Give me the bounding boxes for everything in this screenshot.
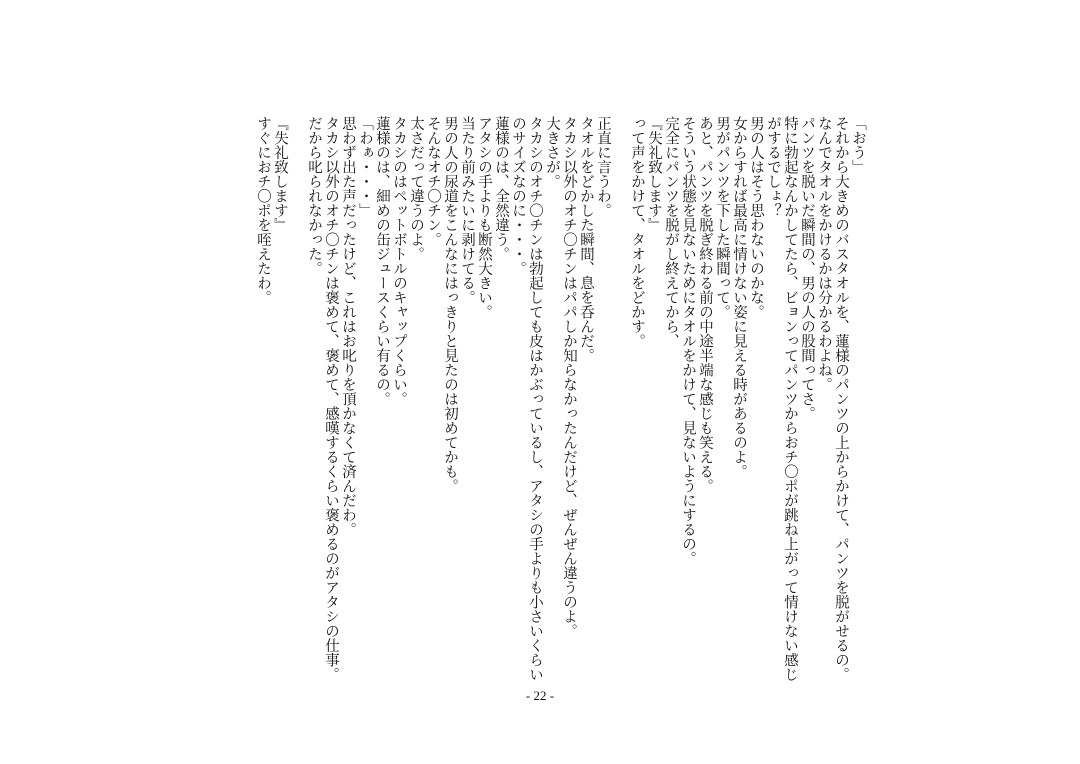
text-line: 蓮様のは、細めの缶ジュースくらい有るの。 — [374, 116, 390, 406]
text-line: タカシのはペットボトルのキャップくらい。 — [391, 116, 407, 406]
text-line: 特に勃起なんかしてたら、ビョンってパンツからおチ〇ポが跳ね上がって情けない感じ — [782, 116, 798, 682]
text-line: 完全にパンツを脱がし終えてから、 — [663, 116, 679, 348]
text-line: すぐにおチ〇ポを咥えたわ。 — [255, 116, 271, 305]
text-line: タカシ以外のオチ〇チンはパパしか知らなかったんだけど、ぜんぜん違うのよ。 — [561, 116, 577, 638]
text-line: 「おう」 — [850, 116, 866, 174]
text-line: 『失礼致します』 — [646, 116, 662, 232]
text-line: 男がパンツを下した瞬間って。 — [714, 116, 730, 319]
text-line: タカシ以外のオチ〇チンは褒めて、褒めて、感嘆するくらい褒めるのがアタシの仕事。 — [323, 116, 339, 682]
text-line: 太さだって違うのよ。 — [408, 116, 424, 261]
text-line: それから大きめのバスタオルを、蓮様のパンツの上からかけて、パンツを脱がせるの。 — [833, 116, 849, 682]
text-line: のサイズなのに・・・。 — [510, 116, 526, 276]
text-line: って声をかけて、タオルをどかす。 — [629, 116, 645, 348]
text-line: そういう状態を見ないためにタオルをかけて、見ないようにするの。 — [680, 116, 696, 566]
blank-line — [288, 116, 305, 117]
text-line: がするでしょ？ — [765, 116, 781, 218]
text-line: 大きさが。 — [544, 116, 560, 189]
text-line: 正直に言うわ。 — [595, 116, 611, 218]
text-line: だから叱られなかった。 — [306, 116, 322, 276]
text-line: タカシのオチ〇チンは勃起しても皮はかぶっているし、アタシの手よりも小さいくらい — [527, 116, 543, 682]
text-line: パンツを脱いだ瞬間の、男の人の股間ってさ。 — [799, 116, 815, 421]
text-line: アタシの手よりも断然大きい。 — [476, 116, 492, 319]
text-line: なんでタオルをかけるかは分かるわよね。 — [816, 116, 832, 392]
text-line: 思わず出た声だったけど、これはお叱りを頂かなくて済んだわ。 — [340, 116, 356, 537]
text-line: そんなオチ〇チン。 — [425, 116, 441, 247]
blank-line — [611, 116, 628, 117]
text-line: タオルをどかした瞬間、息を呑んだ。 — [578, 116, 594, 363]
text-line: 「わぁ・・・」 — [357, 116, 373, 218]
text-line: 女からすれば最高に情けない姿に見える時があるのよ。 — [731, 116, 747, 479]
vertical-text-body — [254, 116, 866, 682]
text-line: あと、パンツを脱ぎ終わる前の中途半端な感じも笑える。 — [697, 116, 713, 493]
page-number: - 22 - — [525, 688, 555, 703]
text-line: 男の人の尿道をこんなにはっきりと見たのは初めてかも。 — [442, 116, 458, 493]
text-line: 男の人はそう思わないのかな。 — [748, 116, 764, 319]
text-line: 蓮様のは、全然違う。 — [493, 116, 509, 261]
text-line: 当たり前みたいに剥けてる。 — [459, 116, 475, 305]
text-line: 『失礼致します』 — [272, 116, 288, 232]
